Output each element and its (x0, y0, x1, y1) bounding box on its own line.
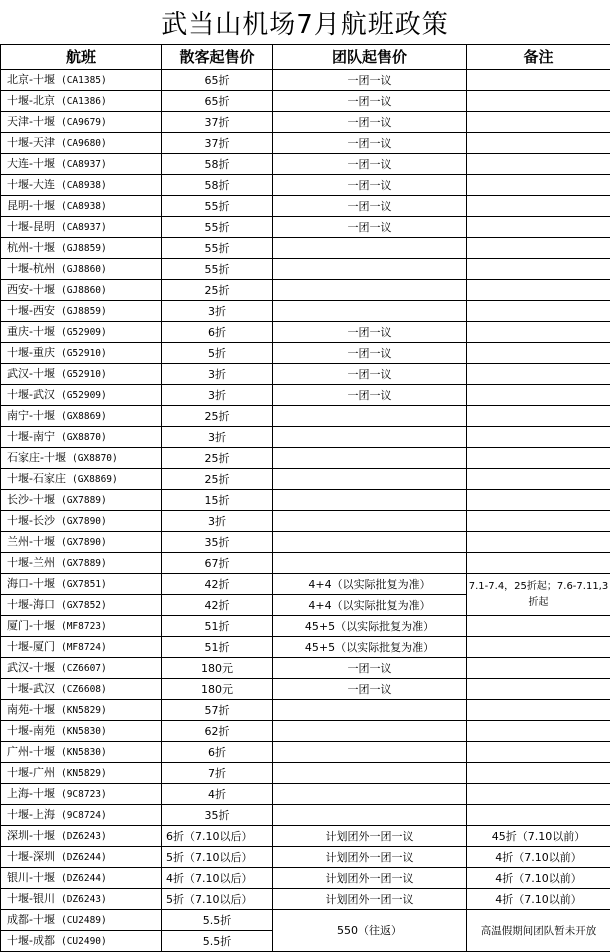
flight-cell (1, 784, 162, 805)
route-name: 昆明-十堰 (7, 199, 55, 212)
flight-cell (1, 931, 162, 952)
flight-cell (1, 280, 162, 301)
flight-code: (CA9680) (61, 138, 107, 149)
page-title: 武当山机场7月航班政策 (0, 0, 610, 44)
group-price-cell: 一团一议 (273, 154, 467, 175)
route-name: 厦门-十堰 (7, 619, 55, 632)
route-name: 兰州-十堰 (7, 535, 55, 548)
group-price-cell (273, 490, 467, 511)
flight-code: (KN5829) (61, 705, 107, 716)
flight-code: (CA8937) (61, 159, 107, 170)
flight-cell (1, 364, 162, 385)
remarks-cell (467, 259, 610, 280)
group-price-cell (273, 406, 467, 427)
group-price-cell (273, 301, 467, 322)
individual-price-cell: 5.5折 (162, 931, 273, 952)
individual-price-cell: 5折 (162, 343, 273, 364)
remarks-cell (467, 406, 610, 427)
table-row (1, 427, 610, 448)
group-price-cell (273, 763, 467, 784)
flight-cell (1, 259, 162, 280)
remarks-cell (467, 217, 610, 238)
individual-price-cell: 65折 (162, 91, 273, 112)
table-row (1, 616, 610, 637)
route-name: 石家庄-十堰 (7, 451, 66, 464)
table-row (1, 406, 610, 427)
remarks-cell (467, 448, 610, 469)
flight-cell (1, 574, 162, 595)
table-row (1, 259, 610, 280)
flight-cell (1, 763, 162, 784)
table-row (1, 574, 610, 595)
remarks-cell: 45折（7.10以前） (467, 826, 610, 847)
table-row (1, 448, 610, 469)
flight-cell (1, 322, 162, 343)
table-row (1, 301, 610, 322)
flight-code: (9C8723) (61, 789, 107, 800)
individual-price-cell: 58折 (162, 154, 273, 175)
flight-code: (G52910) (61, 369, 107, 380)
remarks-cell (467, 70, 610, 91)
table-row (1, 280, 610, 301)
group-price-cell (273, 511, 467, 532)
flight-cell (1, 406, 162, 427)
group-price-cell (273, 259, 467, 280)
individual-price-cell: 42折 (162, 595, 273, 616)
flight-code: (KN5830) (61, 726, 107, 737)
individual-price-cell: 180元 (162, 658, 273, 679)
route-name: 南宁-十堰 (7, 409, 55, 422)
individual-price-cell: 25折 (162, 280, 273, 301)
flight-cell (1, 154, 162, 175)
flight-code: (GX7851) (61, 579, 107, 590)
group-price-cell: 45+5（以实际批复为准） (273, 637, 467, 658)
flight-code: (G52910) (61, 348, 107, 359)
flight-code: (GJ8860) (61, 264, 107, 275)
table-row (1, 490, 610, 511)
remarks-cell (467, 721, 610, 742)
flight-code: (GJ8859) (61, 306, 107, 317)
individual-price-cell: 57折 (162, 700, 273, 721)
route-name: 十堰-石家庄 (7, 472, 66, 485)
route-name: 十堰-深圳 (7, 850, 55, 863)
table-row (1, 700, 610, 721)
remarks-cell (467, 679, 610, 700)
group-price-cell (273, 469, 467, 490)
table-row (1, 826, 610, 847)
table-row (1, 322, 610, 343)
flight-code: (KN5829) (61, 768, 107, 779)
individual-price-cell: 55折 (162, 238, 273, 259)
individual-price-cell: 37折 (162, 112, 273, 133)
route-name: 武汉-十堰 (7, 661, 55, 674)
group-price-cell: 一团一议 (273, 133, 467, 154)
remarks-cell: 4折（7.10以前） (467, 868, 610, 889)
individual-price-cell: 7折 (162, 763, 273, 784)
route-name: 杭州-十堰 (7, 241, 55, 254)
table-row (1, 658, 610, 679)
route-name: 十堰-西安 (7, 304, 55, 317)
remarks-cell (467, 616, 610, 637)
route-name: 广州-十堰 (7, 745, 55, 758)
individual-price-cell: 37折 (162, 133, 273, 154)
flight-cell (1, 658, 162, 679)
flight-code: (GX7889) (61, 558, 107, 569)
flight-code: (MF8724) (61, 642, 107, 653)
remarks-cell (467, 511, 610, 532)
remarks-cell (467, 280, 610, 301)
remarks-cell: 4折（7.10以前） (467, 889, 610, 910)
group-price-cell: 一团一议 (273, 217, 467, 238)
individual-price-cell: 3折 (162, 301, 273, 322)
route-name: 上海-十堰 (7, 787, 55, 800)
flight-code: (G52909) (61, 390, 107, 401)
route-name: 北京-十堰 (7, 73, 55, 86)
table-row (1, 763, 610, 784)
flight-code: (CA8938) (61, 201, 107, 212)
table-row (1, 385, 610, 406)
individual-price-cell: 180元 (162, 679, 273, 700)
group-price-cell: 一团一议 (273, 679, 467, 700)
table-row (1, 889, 610, 910)
table-row (1, 238, 610, 259)
group-price-cell: 一团一议 (273, 70, 467, 91)
route-name: 十堰-南苑 (7, 724, 55, 737)
flight-code: (CA1385) (61, 75, 107, 86)
group-price-cell (273, 805, 467, 826)
table-header-row (1, 45, 610, 70)
flight-cell (1, 910, 162, 931)
flight-code: (DZ6243) (61, 894, 107, 905)
table-row (1, 217, 610, 238)
individual-price-cell: 6折（7.10以后） (162, 826, 273, 847)
remarks-cell (467, 784, 610, 805)
route-name: 十堰-南宁 (7, 430, 55, 443)
individual-price-cell: 5.5折 (162, 910, 273, 931)
individual-price-cell: 25折 (162, 406, 273, 427)
flight-code: (DZ6244) (61, 873, 107, 884)
individual-price-cell: 25折 (162, 448, 273, 469)
group-price-cell: 一团一议 (273, 364, 467, 385)
table-row (1, 784, 610, 805)
flight-code: (GX8870) (72, 453, 118, 464)
group-price-cell (273, 238, 467, 259)
individual-price-cell: 15折 (162, 490, 273, 511)
remarks-cell (467, 196, 610, 217)
individual-price-cell: 51折 (162, 616, 273, 637)
route-name: 十堰-银川 (7, 892, 55, 905)
route-name: 大连-十堰 (7, 157, 55, 170)
group-price-cell: 一团一议 (273, 91, 467, 112)
group-price-cell: 一团一议 (273, 196, 467, 217)
individual-price-cell: 65折 (162, 70, 273, 91)
route-name: 成都-十堰 (7, 913, 55, 926)
route-name: 十堰-广州 (7, 766, 55, 779)
flight-cell (1, 616, 162, 637)
remarks-cell (467, 658, 610, 679)
route-name: 十堰-长沙 (7, 514, 55, 527)
flight-code: (CZ6608) (61, 684, 107, 695)
flight-code: (CA1386) (61, 96, 107, 107)
flight-cell (1, 679, 162, 700)
flight-cell (1, 196, 162, 217)
route-name: 海口-十堰 (7, 577, 55, 590)
flight-code: (DZ6244) (61, 852, 107, 863)
group-price-cell (273, 700, 467, 721)
route-name: 十堰-杭州 (7, 262, 55, 275)
route-name: 十堰-重庆 (7, 346, 55, 359)
flight-cell (1, 175, 162, 196)
table-row (1, 154, 610, 175)
table-row (1, 721, 610, 742)
route-name: 银川-十堰 (7, 871, 55, 884)
group-price-cell (273, 742, 467, 763)
flight-code: (CU2489) (61, 915, 107, 926)
flight-cell (1, 427, 162, 448)
remarks-cell (467, 700, 610, 721)
remarks-cell (467, 427, 610, 448)
route-name: 深圳-十堰 (7, 829, 55, 842)
table-row (1, 112, 610, 133)
flight-code: (KN5830) (61, 747, 107, 758)
individual-price-cell: 4折（7.10以后） (162, 868, 273, 889)
remarks-cell (467, 343, 610, 364)
remarks-cell (467, 637, 610, 658)
remarks-cell (467, 364, 610, 385)
group-price-cell (273, 427, 467, 448)
group-price-cell: 计划团外一团一议 (273, 868, 467, 889)
flight-policy-table (0, 44, 610, 952)
group-price-cell (273, 532, 467, 553)
individual-price-cell: 3折 (162, 364, 273, 385)
flight-cell (1, 511, 162, 532)
remarks-cell (467, 91, 610, 112)
individual-price-cell: 3折 (162, 511, 273, 532)
remarks-cell: 7.1-7.4，25折起；7.6-7.11,3折起 (467, 574, 610, 616)
individual-price-cell: 5折（7.10以后） (162, 847, 273, 868)
route-name: 武汉-十堰 (7, 367, 55, 380)
flight-cell (1, 112, 162, 133)
individual-price-cell: 3折 (162, 427, 273, 448)
remarks-cell: 高温假期间团队暂未开放 (467, 910, 610, 952)
individual-price-cell: 5折（7.10以后） (162, 889, 273, 910)
flight-code: (GX7852) (61, 600, 107, 611)
group-price-cell (273, 721, 467, 742)
route-name: 十堰-武汉 (7, 682, 55, 695)
route-name: 重庆-十堰 (7, 325, 55, 338)
table-row (1, 133, 610, 154)
flight-cell (1, 301, 162, 322)
flight-code: (GJ8860) (61, 285, 107, 296)
table-row (1, 343, 610, 364)
flight-cell (1, 637, 162, 658)
route-name: 十堰-武汉 (7, 388, 55, 401)
group-price-cell: 550（往返） (273, 910, 467, 952)
route-name: 长沙-十堰 (7, 493, 55, 506)
flight-cell (1, 847, 162, 868)
individual-price-cell: 67折 (162, 553, 273, 574)
remarks-cell (467, 385, 610, 406)
table-row (1, 910, 610, 931)
remarks-cell (467, 805, 610, 826)
table-row (1, 91, 610, 112)
group-price-cell (273, 448, 467, 469)
flight-code: (G52909) (61, 327, 107, 338)
individual-price-cell: 35折 (162, 532, 273, 553)
remarks-cell (467, 742, 610, 763)
individual-price-cell: 4折 (162, 784, 273, 805)
group-price-cell (273, 280, 467, 301)
table-row (1, 196, 610, 217)
table-row (1, 637, 610, 658)
remarks-cell: 4折（7.10以前） (467, 847, 610, 868)
flight-cell (1, 385, 162, 406)
flight-code: (CA8938) (61, 180, 107, 191)
flight-cell (1, 805, 162, 826)
flight-cell (1, 238, 162, 259)
group-price-cell: 计划团外一团一议 (273, 826, 467, 847)
individual-price-cell: 55折 (162, 196, 273, 217)
route-name: 十堰-天津 (7, 136, 55, 149)
group-price-cell: 计划团外一团一议 (273, 889, 467, 910)
flight-code: (GX8869) (72, 474, 118, 485)
remarks-cell (467, 322, 610, 343)
individual-price-cell: 3折 (162, 385, 273, 406)
group-price-cell: 一团一议 (273, 343, 467, 364)
group-price-cell: 一团一议 (273, 112, 467, 133)
group-price-cell (273, 553, 467, 574)
remarks-cell (467, 763, 610, 784)
header-group-price: 团队起售价 (273, 45, 467, 70)
flight-cell (1, 742, 162, 763)
flight-cell (1, 826, 162, 847)
individual-price-cell: 42折 (162, 574, 273, 595)
route-name: 十堰-昆明 (7, 220, 55, 233)
individual-price-cell: 55折 (162, 259, 273, 280)
header-flight: 航班 (1, 45, 162, 70)
table-row (1, 742, 610, 763)
flight-cell (1, 553, 162, 574)
table-row (1, 805, 610, 826)
table-row (1, 679, 610, 700)
table-row (1, 847, 610, 868)
header-individual-price: 散客起售价 (162, 45, 273, 70)
flight-cell (1, 133, 162, 154)
remarks-cell (467, 301, 610, 322)
flight-cell (1, 721, 162, 742)
flight-cell (1, 91, 162, 112)
flight-cell (1, 70, 162, 91)
flight-code: (GX8870) (61, 432, 107, 443)
route-name: 天津-十堰 (7, 115, 55, 128)
route-name: 西安-十堰 (7, 283, 55, 296)
flight-code: (DZ6243) (61, 831, 107, 842)
flight-cell (1, 889, 162, 910)
flight-cell (1, 532, 162, 553)
route-name: 十堰-北京 (7, 94, 55, 107)
remarks-cell (467, 112, 610, 133)
individual-price-cell: 55折 (162, 217, 273, 238)
individual-price-cell: 35折 (162, 805, 273, 826)
group-price-cell: 一团一议 (273, 175, 467, 196)
remarks-cell (467, 133, 610, 154)
group-price-cell (273, 784, 467, 805)
route-name: 十堰-海口 (7, 598, 55, 611)
individual-price-cell: 6折 (162, 742, 273, 763)
table-row (1, 364, 610, 385)
table-row (1, 511, 610, 532)
route-name: 南苑-十堰 (7, 703, 55, 716)
table-row (1, 532, 610, 553)
remarks-cell (467, 175, 610, 196)
flight-cell (1, 490, 162, 511)
table-row (1, 469, 610, 490)
flight-cell (1, 700, 162, 721)
flight-code: (CA8937) (61, 222, 107, 233)
flight-code: (CZ6607) (61, 663, 107, 674)
remarks-cell (467, 490, 610, 511)
table-row (1, 553, 610, 574)
individual-price-cell: 58折 (162, 175, 273, 196)
remarks-cell (467, 553, 610, 574)
route-name: 十堰-兰州 (7, 556, 55, 569)
group-price-cell: 4+4（以实际批复为准） (273, 574, 467, 595)
flight-code: (MF8723) (61, 621, 107, 632)
individual-price-cell: 51折 (162, 637, 273, 658)
header-remarks: 备注 (467, 45, 610, 70)
route-name: 十堰-成都 (7, 934, 55, 947)
flight-code: (9C8724) (61, 810, 107, 821)
table-row (1, 175, 610, 196)
flight-cell (1, 217, 162, 238)
individual-price-cell: 62折 (162, 721, 273, 742)
flight-code: (GX7890) (61, 537, 107, 548)
flight-code: (GJ8859) (61, 243, 107, 254)
flight-cell (1, 868, 162, 889)
flight-code: (GX8869) (61, 411, 107, 422)
flight-cell (1, 595, 162, 616)
remarks-cell (467, 154, 610, 175)
group-price-cell: 一团一议 (273, 385, 467, 406)
route-name: 十堰-上海 (7, 808, 55, 821)
flight-cell (1, 469, 162, 490)
route-name: 十堰-大连 (7, 178, 55, 191)
group-price-cell: 45+5（以实际批复为准） (273, 616, 467, 637)
flight-cell (1, 448, 162, 469)
group-price-cell: 一团一议 (273, 322, 467, 343)
flight-cell (1, 343, 162, 364)
remarks-cell (467, 532, 610, 553)
table-row (1, 868, 610, 889)
remarks-cell (467, 469, 610, 490)
table-row (1, 70, 610, 91)
flight-code: (GX7889) (61, 495, 107, 506)
individual-price-cell: 25折 (162, 469, 273, 490)
remarks-cell (467, 238, 610, 259)
individual-price-cell: 6折 (162, 322, 273, 343)
flight-code: (GX7890) (61, 516, 107, 527)
group-price-cell: 计划团外一团一议 (273, 847, 467, 868)
route-name: 十堰-厦门 (7, 640, 55, 653)
group-price-cell: 4+4（以实际批复为准） (273, 595, 467, 616)
group-price-cell: 一团一议 (273, 658, 467, 679)
flight-code: (CA9679) (61, 117, 107, 128)
flight-code: (CU2490) (61, 936, 107, 947)
